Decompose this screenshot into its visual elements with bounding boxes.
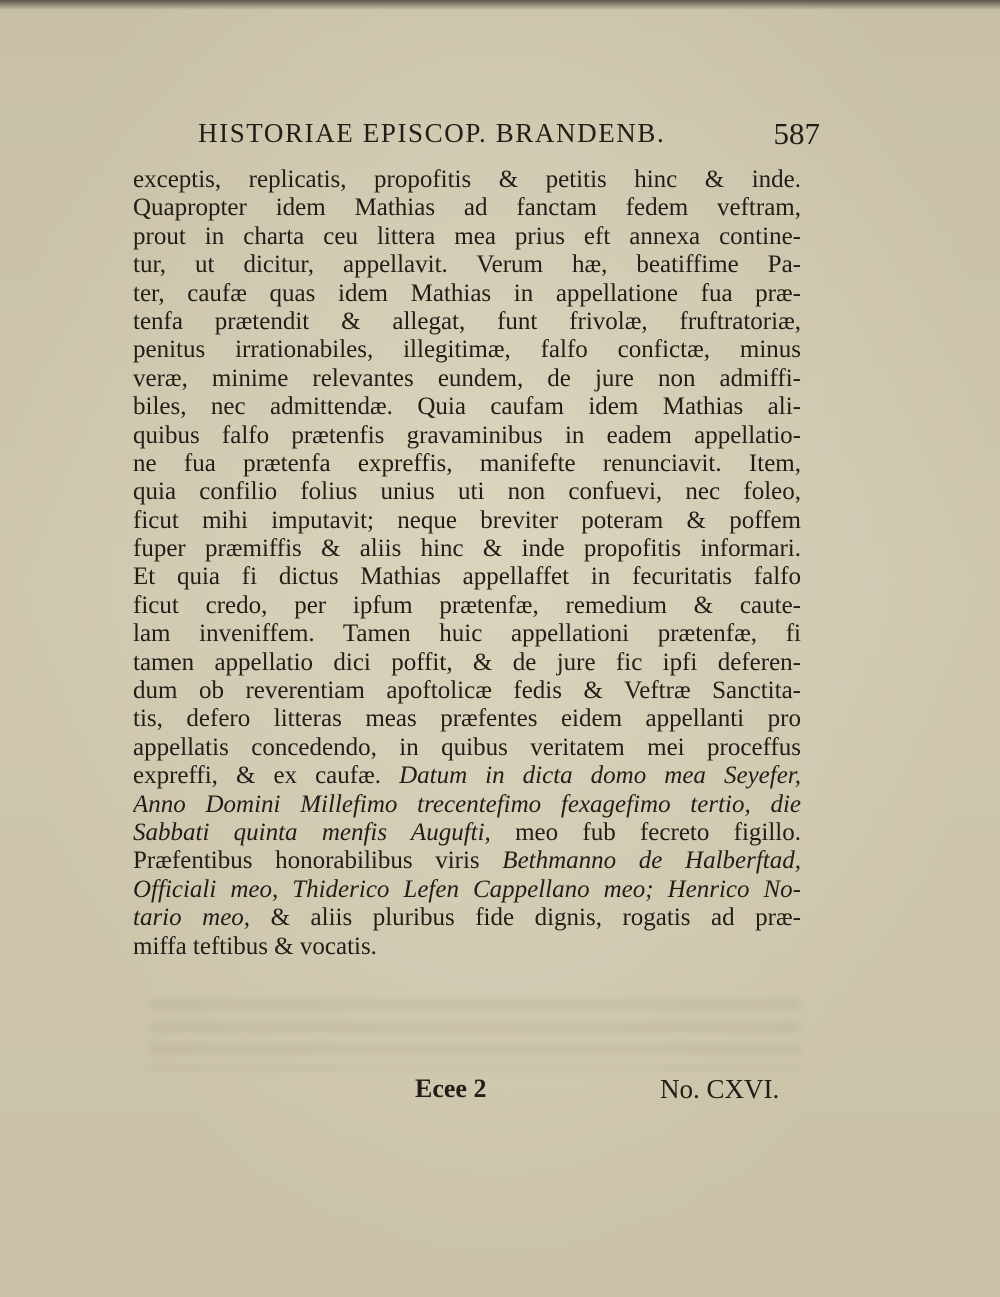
text-line: [133, 847, 801, 875]
text-line: dum ob reverentiam apoftolicæ fedis & Veftræ Sanctita-: [133, 677, 801, 705]
text-line: prout in charta ceu littera mea prius eft annexa contine-: [133, 222, 801, 250]
page-number: 587: [773, 116, 820, 151]
italic-text: Datum in dicta domo mea Seyefer,: [399, 762, 801, 790]
italic-text: Bethmanno de Halberftad,: [502, 847, 801, 875]
italic-text: tario meo,: [133, 904, 251, 932]
italic-text: Sabbati quinta menfis Augufti,: [133, 818, 491, 846]
text-line: tis, defero litteras meas præfentes eidem appellanti pro: [133, 705, 801, 733]
text-line: miffa teftibus & vocatis.: [133, 932, 377, 960]
text-line: tur, ut dicitur, appellavit. Verum hæ, beatiffime Pa-: [133, 251, 801, 279]
text-line: Et quia fi dictus Mathias appellaffet in fecuritatis falfo: [133, 563, 801, 591]
text-line: ficut credo, per ipfum prætenfæ, remedium & caute-: [133, 591, 801, 619]
text-segment: & aliis pluribus fide dignis, rogatis ad præ-: [270, 904, 801, 932]
running-head: [198, 112, 828, 156]
text-line: exceptis, replicatis, propofitis & petitis hinc & inde.: [133, 166, 801, 193]
text-line: penitus irrationabiles, illegitimæ, falfo confictæ, minus: [133, 336, 801, 364]
text-line: [133, 791, 801, 819]
italic-text: Officiali meo, Thiderico Lefen Cappellano meo; Henrico No-: [133, 875, 801, 903]
text-line: Quapropter idem Mathias ad fanctam fedem veftram,: [133, 194, 801, 222]
text-segment: Præfentibus honorabilibus viris: [133, 847, 480, 875]
text-line: quibus falfo prætenfis gravaminibus in eadem appellatio-: [133, 421, 801, 449]
text-line: [133, 876, 801, 904]
text-segment: expreffi, & ex caufæ.: [133, 762, 382, 790]
catchword: No. CXVI.: [660, 1074, 780, 1104]
text-line: tamen appellatio dici poffit, & de jure fic ipfi deferen-: [133, 648, 801, 676]
text-line: veræ, minime relevantes eundem, de jure non admiffi-: [133, 364, 801, 392]
running-head-title: HISTORIAE EPISCOP. BRANDENB.: [198, 118, 666, 148]
text-line: [133, 904, 801, 932]
text-line: appellatis concedendo, in quibus veritatem mei proceffus: [133, 733, 801, 761]
text-line: quia confilio folius unius uti non confuevi, nec foleo,: [133, 478, 801, 506]
text-line: ter, caufæ quas idem Mathias in appellatione fua præ-: [133, 279, 801, 307]
signature-mark: Ecee 2: [415, 1074, 487, 1103]
italic-text: Anno Domini Millefimo trecentefimo fexagefimo tertio, die: [133, 790, 801, 818]
text-line: tenfa prætendit & allegat, funt frivolæ, fruftratoriæ,: [133, 307, 801, 335]
bleed-through-text: [150, 1000, 800, 1070]
text-line: ficut mihi imputavit; neque breviter poteram & poffem: [133, 506, 801, 534]
page-edge-shadow: [0, 0, 1000, 10]
text-segment: meo fub fecreto figillo.: [515, 818, 801, 846]
text-line: [133, 819, 801, 847]
text-line: fuper præmiffis & aliis hinc & inde propofitis informari.: [133, 535, 801, 563]
text-line: ne fua prætenfa expreffis, manifefte renunciavit. Item,: [133, 449, 801, 477]
body-text: [133, 166, 801, 961]
text-line: biles, nec admittendæ. Quia caufam idem Mathias ali-: [133, 393, 801, 421]
text-line: lam inveniffem. Tamen huic appellationi prætenfæ, fi: [133, 620, 801, 648]
text-line: [133, 762, 801, 790]
